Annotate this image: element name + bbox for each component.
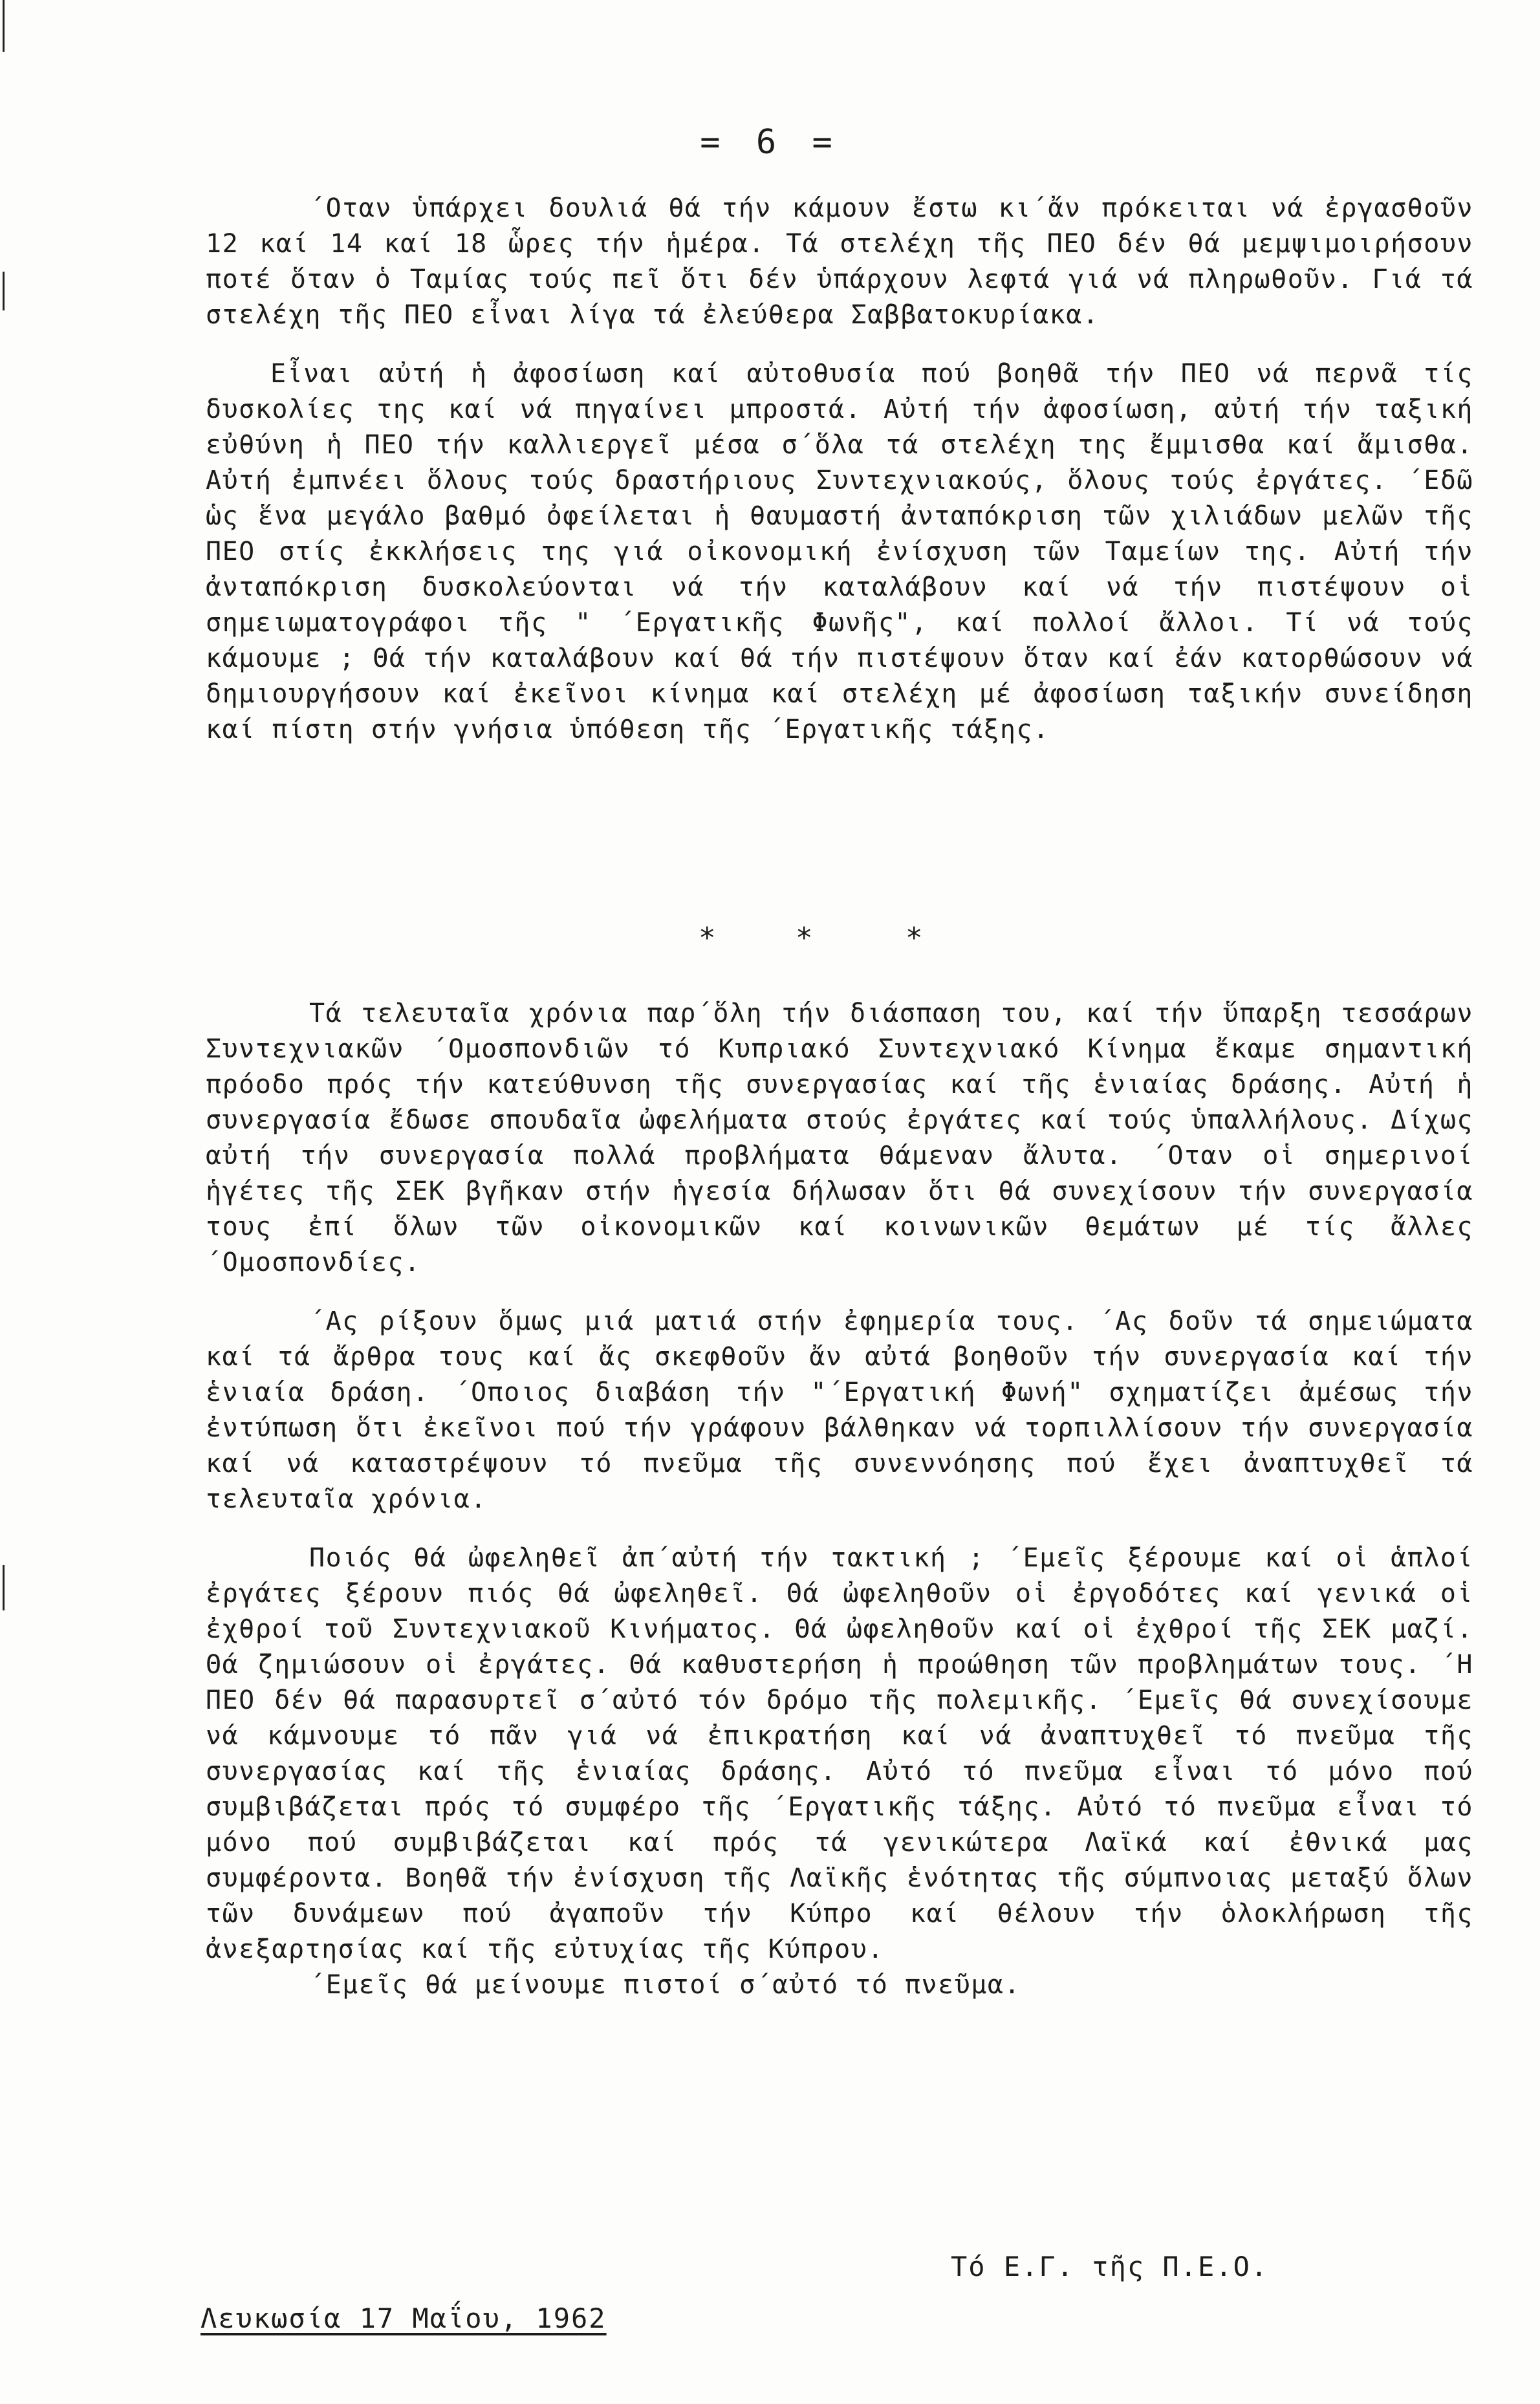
binding-mark [3, 272, 5, 310]
paragraph: Τά τελευταῖα χρόνια παρ΄ὅλη τήν διάσπαση του, καί τήν ὕπαρξη τεσσάρων Συντεχνιακῶν ΄Ομοσπονδιῶν τό Κυπριακό Συντεχνιακό Κίνημα ἔκαμε σημαντική πρόοδο πρός τήν κατεύθυνση τῆς συνεργασίας καί τῆς ἑνιαίας δράσης. Αὐτή ἡ συνεργασία ἔδωσε σπουδαῖα ὠφελήματα στούς ἐργάτες καί τούς ὑπαλλήλους. Δίχως αὐτή τήν συνεργασία πολλά προβλήματα θάμεναν ἄλυτα. ΄Οταν οἱ σημερινοί ἡγέτες τῆς ΣΕΚ βγῆκαν στήν ἡγεσία δήλωσαν ὅτι θά συνεχίσουν τήν συνεργασία τους ἐπί ὅλων τῶν οἰκονομικῶν καί κοινωνικῶν θεμάτων μέ τίς ἄλλες ΄Ομοσπονδίες. [206, 999, 1473, 1277]
binding-mark [3, 1565, 5, 1610]
paragraph: Ποιός θά ὠφεληθεῖ ἀπ΄αὐτή τήν τακτική ; ΄Εμεῖς ξέρουμε καί οἱ ἁπλοί ἐργάτες ξέρουν πιός θά ὠφεληθεῖ. Θά ὠφεληθοῦν οἱ ἐργοδότες καί γενικά οἱ ἐχθροί τοῦ Συντεχνιακοῦ Κινήματος. Θά ὠφεληθοῦν καί οἱ ἐχθροί τῆς ΣΕΚ μαζί. Θά ζημιώσουν οἱ ἐργάτες. Θά καθυστερήση ἡ προώθηση τῶν προβλημάτων τους. ΄Η ΠΕΟ δέν θά παρασυρτεῖ σ΄αὐτό τόν δρόμο τῆς πολεμικῆς. ΄Εμεῖς θά συνεχίσουμε νά κάμνουμε τό πᾶν γιά νά ἐπικρατήση καί νά ἀναπτυχθεῖ τό πνεῦμα τῆς συνεργασίας καί τῆς ἑνιαίας δράσης. Αὐτό τό πνεῦμα εἶναι τό μόνο πού συμβιβάζεται πρός τό συμφέρο τῆς ΄Εργατικῆς τάξης. Αὐτό τό πνεῦμα εἶναι τό μόνο πού συμβιβάζεται καί πρός τά γενικώτερα Λαϊκά καί ἐθνικά μας συμφέροντα. Βοηθᾶ τήν ἐνίσχυση τῆς Λαϊκῆς ἑνότητας τῆς σύμπνοιας μεταξύ ὅλων τῶν δυνάμεων πού ἀγαποῦν τήν Κύπρο καί θέλουν τήν ὁλοκλήρωση τῆς ἀνεξαρτησίας καί τῆς εὐτυχίας τῆς Κύπρου. [206, 1543, 1473, 1964]
date-line: Λευκωσία 17 Μαΐου, 1962 [201, 2302, 607, 2334]
separator-star: * [906, 922, 923, 955]
separator-star: * [796, 922, 813, 955]
lower-text [206, 996, 1473, 2003]
page-number: = 6 = [700, 123, 840, 162]
signature: Τό Ε.Γ. τῆς Π.Ε.Ο. [951, 2251, 1269, 2282]
paragraph: ΄Οταν ὑπάρχει δουλιά θά τήν κάμουν ἔστω κι΄ἄν πρόκειται νά ἐργασθοῦν 12 καί 14 καί 18 ὧρες τήν ἡμέρα. Τά στελέχη τῆς ΠΕΟ δέν θά μεμψιμοιρήσουν ποτέ ὅταν ὁ Ταμίας τούς πεῖ ὅτι δέν ὑπάρχουν λεφτά γιά νά πληρωθοῦν. Γιά τά στελέχη τῆς ΠΕΟ εἶναι λίγα τά ἐλεύθερα Σαββατοκυρίακα. [206, 193, 1473, 330]
separator-star: * [699, 922, 716, 955]
binding-mark [3, 0, 5, 52]
paragraph: ΄Εμεῖς θά μείνουμε πιστοί σ΄αὐτό τό πνεῦμα. [309, 1970, 1021, 2000]
paragraph: Εἶναι αὐτή ἡ ἀφοσίωση καί αὐτοθυσία πού βοηθᾶ τήν ΠΕΟ νά περνᾶ τίς δυσκολίες της καί νά πηγαίνει μπροστά. Αὐτή τήν ἀφοσίωση, αὐτή τήν ταξική εὐθύνη ἡ ΠΕΟ τήν καλλιεργεῖ μέσα σ΄ὅλα τά στελέχη της ἔμμισθα καί ἄμισθα. Αὐτή ἐμπνέει ὅλους τούς δραστήριους Συντεχνιακούς, ὅλους τούς ἐργάτες. ΄Εδῶ ὡς ἕνα μεγάλο βαθμό ὀφείλεται ἡ θαυμαστή ἀνταπόκριση τῶν χιλιάδων μελῶν τῆς ΠΕΟ στίς ἐκκλήσεις της γιά οἰκονομική ἐνίσχυση τῶν Ταμείων της. Αὐτή τήν ἀνταπόκριση δυσκολεύονται νά τήν καταλάβουν καί νά τήν πιστέψουν οἱ σημειωματογράφοι τῆς " ΄Εργατικῆς Φωνῆς", καί πολλοί ἄλλοι. Τί νά τούς κάμουμε ; Θά τήν καταλάβουν καί θά τήν πιστέψουν ὅταν καί ἐάν κατορθώσουν νά δημιουργήσουν καί ἐκεῖνοι κίνημα καί στελέχη μέ ἀφοσίωση ταξικήν συνείδηση καί πίστη στήν γνήσια ὑπόθεση τῆς ΄Εργατικῆς τάξης. [206, 359, 1473, 744]
upper-text [206, 191, 1473, 748]
paragraph: ΄Ας ρίξουν ὅμως μιά ματιά στήν ἐφημερία τους. ΄Ας δοῦν τά σημειώματα καί τά ἄρθρα τους καί ἄς σκεφθοῦν ἄν αὐτά βοηθοῦν τήν συνεργασία καί τήν ἑνιαία δράση. ΄Οποιος διαβάση τήν "΄Εργατική Φωνή" σχηματίζει ἀμέσως τήν ἐντύπωση ὅτι ἐκεῖνοι πού τήν γράφουν βάλθηκαν νά τορπιλλίσουν τήν συνεργασία καί νά καταστρέψουν τό πνεῦμα τῆς συνεννόησης πού ἔχει ἀναπτυχθεῖ τά τελευταῖα χρόνια. [206, 1306, 1473, 1514]
